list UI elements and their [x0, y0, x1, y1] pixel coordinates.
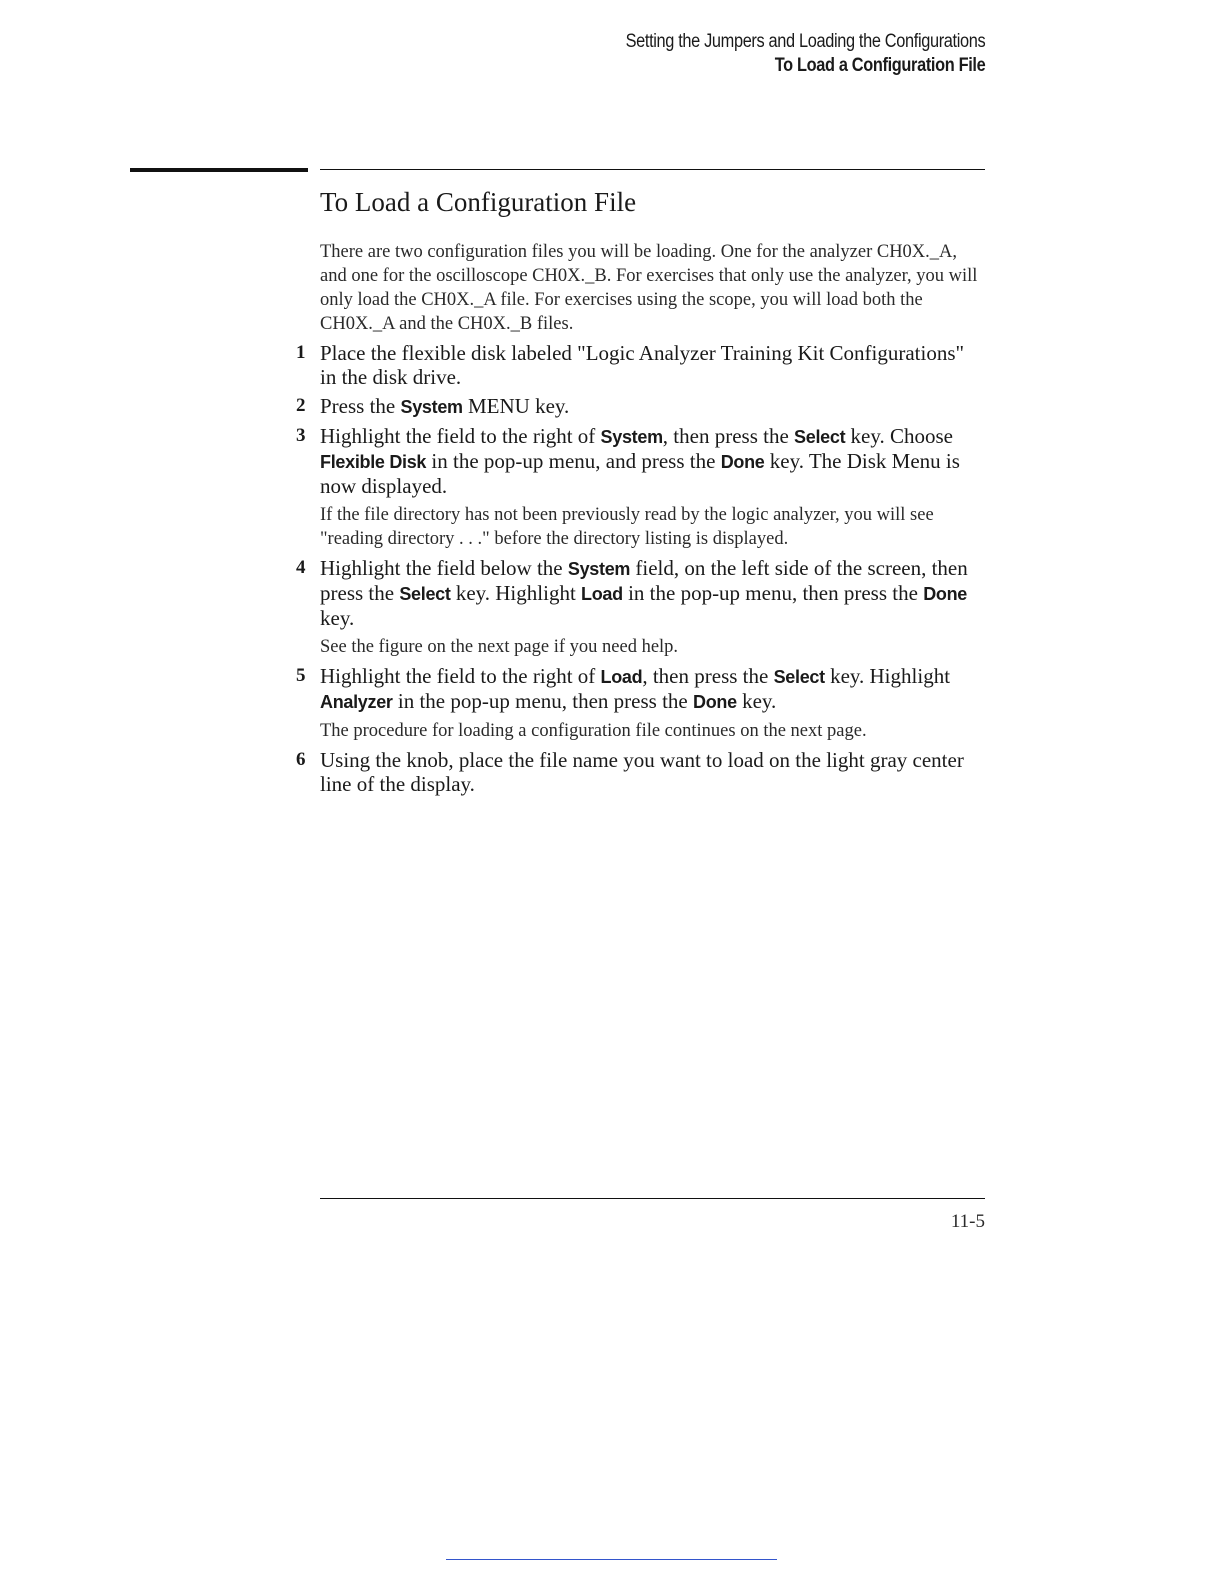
key-name-system: System	[400, 397, 463, 417]
key-name-load: Load	[600, 667, 643, 687]
footer-rule	[320, 1198, 985, 1199]
key-name-analyzer: Analyzer	[320, 692, 393, 712]
intro-paragraph: There are two configuration files you will be loading. One for the analyzer CH0X._A, and one for the oscilloscope CH0X._B. For exercises that only use the analyzer, you will only load the CH0X._A file. For exercises using the scope, you will load both the CH0X._A and the CH0X._B files.	[320, 242, 978, 334]
step-3	[296, 424, 985, 498]
key-name-done: Done	[693, 692, 737, 712]
step-text: Place the flexible disk labeled "Logic Analyzer Training Kit Configurations" in the disk drive.	[320, 341, 965, 389]
section-title-header: To Load a Configuration File	[774, 55, 985, 76]
key-name-select: Select	[794, 427, 846, 447]
step-text: MENU key.	[462, 394, 570, 418]
chapter-title: Setting the Jumpers and Loading the Configurations	[625, 31, 985, 52]
link-underline[interactable]	[446, 1559, 777, 1560]
key-name-select: Select	[399, 584, 451, 604]
running-header	[625, 30, 985, 78]
key-name-select: Select	[773, 667, 825, 687]
step-text: field, on the left side of the screen, then press the	[320, 556, 968, 605]
step-text: Highlight the field to the right of	[320, 424, 601, 448]
step-text: , then press the	[642, 664, 774, 688]
step-4-note: See the figure on the next page if you need help.	[320, 637, 679, 657]
step-text: Using the knob, place the file name you want to load on the light gray center line of the display.	[320, 748, 964, 796]
step-text: in the pop-up menu, then press the	[392, 689, 693, 713]
step-5	[296, 664, 985, 714]
key-name-done: Done	[720, 452, 765, 472]
step-1	[296, 341, 985, 389]
step-text: key.	[736, 689, 777, 713]
step-text: in the pop-up menu, then press the	[622, 581, 924, 605]
step-text: Highlight the field to the right of	[320, 664, 601, 688]
step-text: Highlight the field below the	[320, 556, 568, 580]
step-4	[296, 556, 985, 630]
step-text: key. Choose	[845, 424, 953, 448]
step-3-note: If the file directory has not been previously read by the logic analyzer, you will see "reading directory . . ." before the directory listing is displayed.	[320, 505, 934, 549]
step-number: 1	[296, 342, 306, 363]
key-name-system: System	[567, 559, 631, 579]
key-name-system: System	[600, 427, 663, 447]
step-6	[296, 748, 985, 796]
section-rule-thin	[320, 169, 985, 170]
step-2	[296, 394, 985, 419]
step-text: , then press the	[662, 424, 795, 448]
step-text: in the pop-up menu, and press the	[426, 449, 721, 473]
step-number: 6	[296, 749, 306, 770]
page-title: To Load a Configuration File	[320, 187, 637, 217]
step-text: key. Highlight	[824, 664, 951, 688]
step-number: 3	[296, 425, 306, 446]
key-name-done: Done	[923, 584, 967, 604]
page-number: 11-5	[950, 1211, 985, 1232]
step-5-note: The procedure for loading a configuration file continues on the next page.	[320, 721, 867, 741]
step-text: Press the	[320, 394, 401, 418]
step-text: key. Highlight	[450, 581, 582, 605]
step-text: key. The Disk Menu is now displayed.	[320, 449, 960, 498]
key-name-load: Load	[581, 584, 623, 604]
step-number: 5	[296, 665, 306, 686]
step-text: key.	[320, 606, 355, 630]
content-body	[296, 240, 985, 801]
step-number: 2	[296, 395, 306, 416]
step-number: 4	[296, 557, 306, 578]
key-name-flexible-disk: Flexible Disk	[320, 452, 427, 472]
section-rule-thick	[130, 168, 308, 172]
